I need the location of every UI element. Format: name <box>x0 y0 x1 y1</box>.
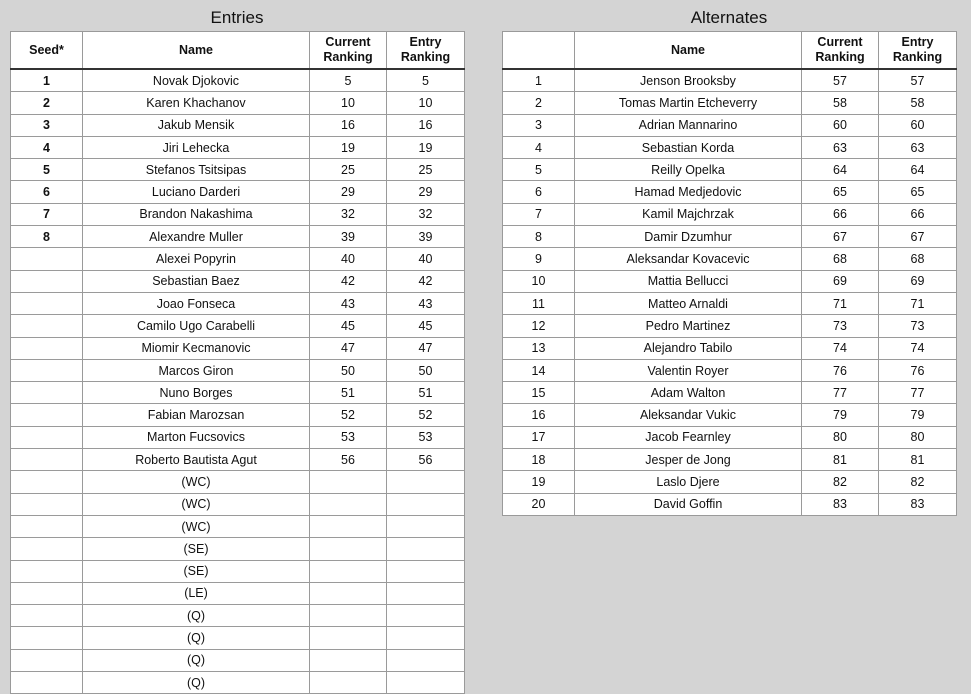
entry-ranking <box>387 672 465 694</box>
current-ranking: 81 <box>802 449 879 471</box>
alternates-panel <box>502 0 956 516</box>
entry-ranking: 53 <box>387 426 465 448</box>
player-name: Laslo Djere <box>575 471 802 493</box>
table-row <box>503 136 957 158</box>
entry-ranking: 5 <box>387 69 465 92</box>
alternate-number: 7 <box>503 203 575 225</box>
alternate-number: 13 <box>503 337 575 359</box>
entry-ranking <box>387 560 465 582</box>
current-ranking: 52 <box>310 404 387 426</box>
entries-table <box>10 31 465 694</box>
alternate-number: 6 <box>503 181 575 203</box>
current-ranking: 5 <box>310 69 387 92</box>
current-ranking: 45 <box>310 315 387 337</box>
entry-ranking: 51 <box>387 382 465 404</box>
entry-ranking: 65 <box>879 181 957 203</box>
table-row <box>11 92 465 114</box>
current-ranking <box>310 515 387 537</box>
current-ranking: 39 <box>310 226 387 248</box>
player-name: Stefanos Tsitsipas <box>83 159 310 181</box>
header-seed: Seed* <box>11 32 83 70</box>
table-row <box>11 560 465 582</box>
table-row <box>11 114 465 136</box>
current-ranking: 65 <box>802 181 879 203</box>
seed: 5 <box>11 159 83 181</box>
header-name: Name <box>575 32 802 70</box>
seed: 1 <box>11 69 83 92</box>
seed <box>11 538 83 560</box>
entry-ranking: 47 <box>387 337 465 359</box>
alternates-table <box>502 31 957 516</box>
current-ranking: 60 <box>802 114 879 136</box>
entry-ranking <box>387 493 465 515</box>
table-row <box>11 226 465 248</box>
current-ranking: 76 <box>802 359 879 381</box>
entry-ranking: 69 <box>879 270 957 292</box>
entry-ranking <box>387 627 465 649</box>
entry-ranking: 56 <box>387 449 465 471</box>
alternate-number: 10 <box>503 270 575 292</box>
player-name: Matteo Arnaldi <box>575 292 802 314</box>
current-ranking: 77 <box>802 382 879 404</box>
entry-ranking: 66 <box>879 203 957 225</box>
current-ranking <box>310 605 387 627</box>
entry-ranking: 43 <box>387 292 465 314</box>
current-ranking <box>310 538 387 560</box>
player-name: (LE) <box>83 582 310 604</box>
current-ranking: 71 <box>802 292 879 314</box>
player-name: Miomir Kecmanovic <box>83 337 310 359</box>
entry-ranking <box>387 538 465 560</box>
seed <box>11 382 83 404</box>
table-row <box>503 92 957 114</box>
player-name: Karen Khachanov <box>83 92 310 114</box>
current-ranking <box>310 471 387 493</box>
entry-ranking: 10 <box>387 92 465 114</box>
table-row <box>503 449 957 471</box>
current-ranking <box>310 627 387 649</box>
entry-ranking: 57 <box>879 69 957 92</box>
current-ranking <box>310 649 387 671</box>
player-name: Adrian Mannarino <box>575 114 802 136</box>
entry-ranking: 29 <box>387 181 465 203</box>
table-row <box>503 270 957 292</box>
seed <box>11 315 83 337</box>
player-name: David Goffin <box>575 493 802 515</box>
current-ranking: 68 <box>802 248 879 270</box>
player-name: (WC) <box>83 493 310 515</box>
entry-ranking: 40 <box>387 248 465 270</box>
table-row <box>503 159 957 181</box>
current-ranking: 67 <box>802 226 879 248</box>
alternate-number: 18 <box>503 449 575 471</box>
player-name: Pedro Martinez <box>575 315 802 337</box>
current-ranking: 66 <box>802 203 879 225</box>
table-row <box>11 449 465 471</box>
alternate-number: 16 <box>503 404 575 426</box>
player-name: (Q) <box>83 627 310 649</box>
entry-ranking: 73 <box>879 315 957 337</box>
player-name: Kamil Majchrzak <box>575 203 802 225</box>
seed <box>11 270 83 292</box>
player-name: Jenson Brooksby <box>575 69 802 92</box>
table-row <box>11 337 465 359</box>
current-ranking: 10 <box>310 92 387 114</box>
player-name: Alejandro Tabilo <box>575 337 802 359</box>
table-row <box>503 426 957 448</box>
player-name: Alexandre Muller <box>83 226 310 248</box>
alternate-number: 11 <box>503 292 575 314</box>
entry-ranking: 76 <box>879 359 957 381</box>
current-ranking: 42 <box>310 270 387 292</box>
entry-ranking: 74 <box>879 337 957 359</box>
header-current-ranking: Current Ranking <box>802 32 879 70</box>
player-name: Jacob Fearnley <box>575 426 802 448</box>
player-name: Jakub Mensik <box>83 114 310 136</box>
current-ranking <box>310 560 387 582</box>
table-row <box>11 69 465 92</box>
player-name: Valentin Royer <box>575 359 802 381</box>
current-ranking <box>310 582 387 604</box>
entry-ranking: 80 <box>879 426 957 448</box>
seed <box>11 426 83 448</box>
seed <box>11 515 83 537</box>
entry-ranking: 83 <box>879 493 957 515</box>
seed <box>11 605 83 627</box>
current-ranking: 40 <box>310 248 387 270</box>
entry-ranking: 25 <box>387 159 465 181</box>
player-name: Adam Walton <box>575 382 802 404</box>
seed: 2 <box>11 92 83 114</box>
player-name: Hamad Medjedovic <box>575 181 802 203</box>
table-row <box>503 114 957 136</box>
table-row <box>11 159 465 181</box>
seed <box>11 672 83 694</box>
player-name: Sebastian Korda <box>575 136 802 158</box>
table-row <box>503 203 957 225</box>
player-name: (SE) <box>83 538 310 560</box>
header-current-ranking: Current Ranking <box>310 32 387 70</box>
table-row <box>11 315 465 337</box>
seed <box>11 449 83 471</box>
entry-ranking: 81 <box>879 449 957 471</box>
player-name: (Q) <box>83 672 310 694</box>
player-name: Aleksandar Kovacevic <box>575 248 802 270</box>
player-name: Reilly Opelka <box>575 159 802 181</box>
alternate-number: 14 <box>503 359 575 381</box>
entries-panel <box>10 0 464 694</box>
alternates-title: Alternates <box>690 8 768 27</box>
seed: 3 <box>11 114 83 136</box>
current-ranking: 47 <box>310 337 387 359</box>
current-ranking: 32 <box>310 203 387 225</box>
entry-ranking: 77 <box>879 382 957 404</box>
player-name: Marcos Giron <box>83 359 310 381</box>
table-row <box>11 605 465 627</box>
entry-ranking: 52 <box>387 404 465 426</box>
table-row <box>11 582 465 604</box>
current-ranking <box>310 493 387 515</box>
table-row <box>11 649 465 671</box>
current-ranking: 50 <box>310 359 387 381</box>
current-ranking: 19 <box>310 136 387 158</box>
table-row <box>11 627 465 649</box>
player-name: Camilo Ugo Carabelli <box>83 315 310 337</box>
player-name: (Q) <box>83 649 310 671</box>
player-name: Nuno Borges <box>83 382 310 404</box>
player-name: Luciano Darderi <box>83 181 310 203</box>
entry-ranking <box>387 471 465 493</box>
player-name: Joao Fonseca <box>83 292 310 314</box>
table-row <box>11 426 465 448</box>
entry-ranking: 50 <box>387 359 465 381</box>
entry-ranking: 45 <box>387 315 465 337</box>
table-row <box>11 493 465 515</box>
table-row <box>11 203 465 225</box>
entry-ranking: 58 <box>879 92 957 114</box>
seed <box>11 404 83 426</box>
entry-ranking: 60 <box>879 114 957 136</box>
table-row <box>11 359 465 381</box>
entry-ranking: 32 <box>387 203 465 225</box>
player-name: Sebastian Baez <box>83 270 310 292</box>
player-name: Brandon Nakashima <box>83 203 310 225</box>
table-row <box>11 382 465 404</box>
seed <box>11 248 83 270</box>
entry-ranking: 42 <box>387 270 465 292</box>
player-name: Roberto Bautista Agut <box>83 449 310 471</box>
entry-ranking <box>387 605 465 627</box>
seed <box>11 471 83 493</box>
table-row <box>503 181 957 203</box>
player-name: Jesper de Jong <box>575 449 802 471</box>
alternate-number: 2 <box>503 92 575 114</box>
current-ranking: 57 <box>802 69 879 92</box>
player-name: (WC) <box>83 515 310 537</box>
player-name: (WC) <box>83 471 310 493</box>
entry-ranking: 16 <box>387 114 465 136</box>
current-ranking: 83 <box>802 493 879 515</box>
alternate-number: 5 <box>503 159 575 181</box>
entry-ranking <box>387 582 465 604</box>
entry-ranking: 63 <box>879 136 957 158</box>
table-row <box>503 337 957 359</box>
entry-ranking: 19 <box>387 136 465 158</box>
current-ranking: 56 <box>310 449 387 471</box>
table-row <box>503 315 957 337</box>
current-ranking: 58 <box>802 92 879 114</box>
current-ranking: 64 <box>802 159 879 181</box>
player-name: Alexei Popyrin <box>83 248 310 270</box>
entries-header-row <box>11 32 465 70</box>
player-name: Damir Dzumhur <box>575 226 802 248</box>
table-row <box>11 292 465 314</box>
entry-ranking <box>387 515 465 537</box>
header-name: Name <box>83 32 310 70</box>
table-row <box>11 515 465 537</box>
seed <box>11 359 83 381</box>
alternate-number: 12 <box>503 315 575 337</box>
seed <box>11 292 83 314</box>
alternate-number: 17 <box>503 426 575 448</box>
player-name: (Q) <box>83 605 310 627</box>
entry-ranking: 82 <box>879 471 957 493</box>
entry-ranking: 68 <box>879 248 957 270</box>
seed <box>11 560 83 582</box>
entries-title: Entries <box>210 8 264 27</box>
alternate-number: 8 <box>503 226 575 248</box>
entry-ranking: 39 <box>387 226 465 248</box>
player-name: (SE) <box>83 560 310 582</box>
seed: 8 <box>11 226 83 248</box>
entry-ranking: 79 <box>879 404 957 426</box>
entry-ranking: 64 <box>879 159 957 181</box>
table-row <box>503 404 957 426</box>
alternate-number: 20 <box>503 493 575 515</box>
table-row <box>503 471 957 493</box>
table-row <box>11 136 465 158</box>
table-row <box>11 248 465 270</box>
seed <box>11 649 83 671</box>
current-ranking: 29 <box>310 181 387 203</box>
current-ranking: 82 <box>802 471 879 493</box>
current-ranking: 63 <box>802 136 879 158</box>
current-ranking: 25 <box>310 159 387 181</box>
alternate-number: 3 <box>503 114 575 136</box>
alternates-header-row <box>503 32 957 70</box>
alternate-number: 19 <box>503 471 575 493</box>
player-name: Novak Djokovic <box>83 69 310 92</box>
table-row <box>503 69 957 92</box>
player-name: Mattia Bellucci <box>575 270 802 292</box>
table-row <box>11 471 465 493</box>
header-entry-ranking: Entry Ranking <box>387 32 465 70</box>
table-row <box>503 248 957 270</box>
table-row <box>503 226 957 248</box>
table-row <box>503 359 957 381</box>
current-ranking: 43 <box>310 292 387 314</box>
table-row <box>11 404 465 426</box>
header-entry-ranking: Entry Ranking <box>879 32 957 70</box>
current-ranking: 79 <box>802 404 879 426</box>
alternate-number: 15 <box>503 382 575 404</box>
entry-ranking: 71 <box>879 292 957 314</box>
seed <box>11 337 83 359</box>
current-ranking: 16 <box>310 114 387 136</box>
alternate-number: 4 <box>503 136 575 158</box>
entry-ranking <box>387 649 465 671</box>
current-ranking: 53 <box>310 426 387 448</box>
table-row <box>503 292 957 314</box>
table-row <box>503 382 957 404</box>
alternate-number: 9 <box>503 248 575 270</box>
table-row <box>11 270 465 292</box>
table-row <box>11 538 465 560</box>
seed <box>11 627 83 649</box>
table-row <box>503 493 957 515</box>
current-ranking <box>310 672 387 694</box>
alternate-number: 1 <box>503 69 575 92</box>
seed <box>11 493 83 515</box>
seed: 4 <box>11 136 83 158</box>
player-name: Jiri Lehecka <box>83 136 310 158</box>
current-ranking: 73 <box>802 315 879 337</box>
player-name: Tomas Martin Etcheverry <box>575 92 802 114</box>
player-name: Fabian Marozsan <box>83 404 310 426</box>
current-ranking: 80 <box>802 426 879 448</box>
player-name: Aleksandar Vukic <box>575 404 802 426</box>
seed <box>11 582 83 604</box>
seed: 6 <box>11 181 83 203</box>
entry-ranking: 67 <box>879 226 957 248</box>
current-ranking: 74 <box>802 337 879 359</box>
current-ranking: 51 <box>310 382 387 404</box>
table-row <box>11 181 465 203</box>
table-row <box>11 672 465 694</box>
player-name: Marton Fucsovics <box>83 426 310 448</box>
header-number <box>503 32 575 70</box>
seed: 7 <box>11 203 83 225</box>
current-ranking: 69 <box>802 270 879 292</box>
